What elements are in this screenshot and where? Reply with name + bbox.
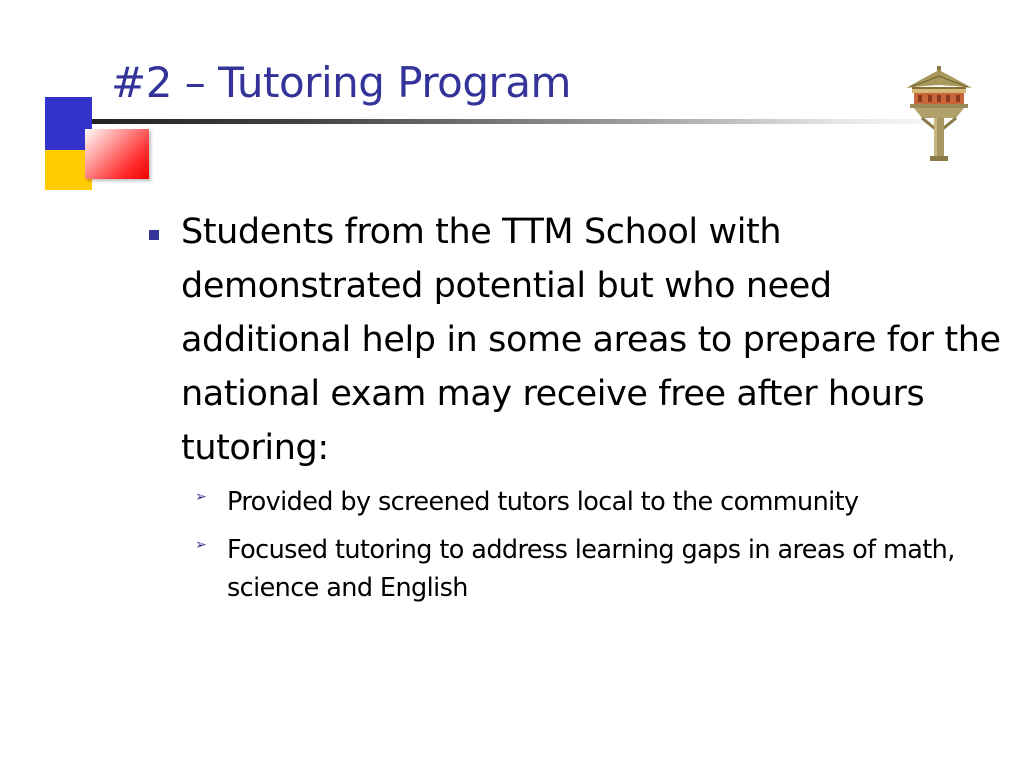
sub-bullet-item: [195, 531, 1005, 607]
pagoda-logo-icon: [900, 66, 978, 164]
title-underline: [92, 119, 972, 124]
slide-body: [145, 205, 1005, 617]
arrow-bullet-icon: ➢: [195, 537, 207, 553]
sub-bullet-text: Provided by screened tutors local to the community: [227, 487, 859, 517]
slide-title: #2 – Tutoring Program: [111, 58, 571, 107]
sub-bullet-item: [195, 483, 1005, 521]
decorative-red-square: [85, 129, 149, 179]
sub-bullet-list: [145, 483, 1005, 607]
bullet-item: [145, 205, 1005, 475]
sub-bullet-text: Focused tutoring to address learning gaps in areas of math, science and English: [227, 535, 955, 603]
arrow-bullet-icon: ➢: [195, 489, 207, 505]
square-bullet-icon: [149, 230, 159, 240]
bullet-text: Students from the TTM School with demonstrated potential but who need additional help in some areas to prepare for the national exam may receive free after hours tutoring:: [181, 212, 1001, 468]
